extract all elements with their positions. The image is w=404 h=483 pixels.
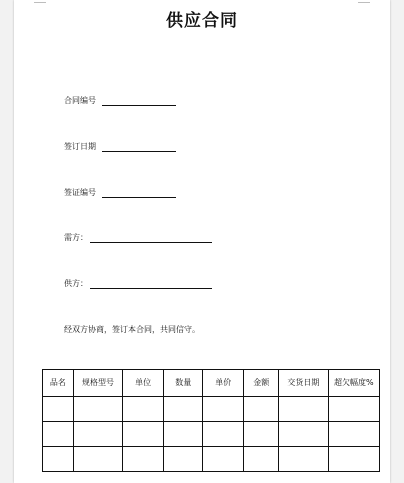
signing-date-field bbox=[64, 141, 176, 152]
document-page bbox=[14, 0, 390, 483]
header-spec-model: 规格型号 bbox=[73, 370, 122, 397]
contract-number-field bbox=[64, 95, 176, 106]
header-tolerance: 超欠幅度% bbox=[328, 370, 379, 397]
header-amount: 金额 bbox=[244, 370, 279, 397]
buyer-blank[interactable] bbox=[90, 234, 212, 243]
header-product-name: 品名 bbox=[43, 370, 74, 397]
table-cell[interactable] bbox=[328, 422, 379, 447]
table-cell[interactable] bbox=[279, 447, 328, 472]
visa-number-label: 签证编号 bbox=[64, 188, 96, 197]
table-cell[interactable] bbox=[123, 422, 164, 447]
table-cell[interactable] bbox=[203, 397, 244, 422]
table-cell[interactable] bbox=[123, 397, 164, 422]
header-unit-price: 单价 bbox=[203, 370, 244, 397]
visa-number-blank[interactable] bbox=[102, 189, 176, 198]
table-cell[interactable] bbox=[73, 447, 122, 472]
table-cell[interactable] bbox=[328, 397, 379, 422]
supplier-field bbox=[64, 278, 212, 289]
agreement-statement: 经双方协商，签订本合同，共同信守。 bbox=[64, 325, 200, 334]
table-cell[interactable] bbox=[164, 422, 203, 447]
header-unit: 单位 bbox=[123, 370, 164, 397]
table-cell[interactable] bbox=[203, 422, 244, 447]
table-cell[interactable] bbox=[244, 447, 279, 472]
contract-number-label: 合同编号 bbox=[64, 96, 96, 105]
table-cell[interactable] bbox=[279, 397, 328, 422]
table-cell[interactable] bbox=[279, 422, 328, 447]
supplier-label: 供方： bbox=[64, 279, 88, 288]
table-cell[interactable] bbox=[244, 397, 279, 422]
crop-mark-left bbox=[34, 2, 46, 3]
table-cell[interactable] bbox=[123, 447, 164, 472]
table-cell[interactable] bbox=[164, 447, 203, 472]
table-row bbox=[43, 447, 380, 472]
table-row bbox=[43, 422, 380, 447]
header-delivery-date: 交货日期 bbox=[279, 370, 328, 397]
document-title: 供应合同 bbox=[166, 11, 238, 31]
contract-number-blank[interactable] bbox=[102, 97, 176, 106]
table-cell[interactable] bbox=[43, 447, 74, 472]
signing-date-blank[interactable] bbox=[102, 143, 176, 152]
table-cell[interactable] bbox=[244, 422, 279, 447]
table-cell[interactable] bbox=[43, 422, 74, 447]
table-cell[interactable] bbox=[43, 397, 74, 422]
header-quantity: 数量 bbox=[164, 370, 203, 397]
table-cell[interactable] bbox=[328, 447, 379, 472]
table-cell[interactable] bbox=[164, 397, 203, 422]
table-row bbox=[43, 397, 380, 422]
table-cell[interactable] bbox=[73, 422, 122, 447]
goods-table bbox=[42, 369, 380, 472]
supplier-blank[interactable] bbox=[90, 280, 212, 289]
buyer-field bbox=[64, 232, 212, 243]
table-cell[interactable] bbox=[203, 447, 244, 472]
table-header-row bbox=[43, 370, 380, 397]
buyer-label: 需方： bbox=[64, 233, 88, 242]
signing-date-label: 签订日期 bbox=[64, 142, 96, 151]
visa-number-field bbox=[64, 187, 176, 198]
table-cell[interactable] bbox=[73, 397, 122, 422]
crop-mark-right bbox=[358, 2, 370, 3]
